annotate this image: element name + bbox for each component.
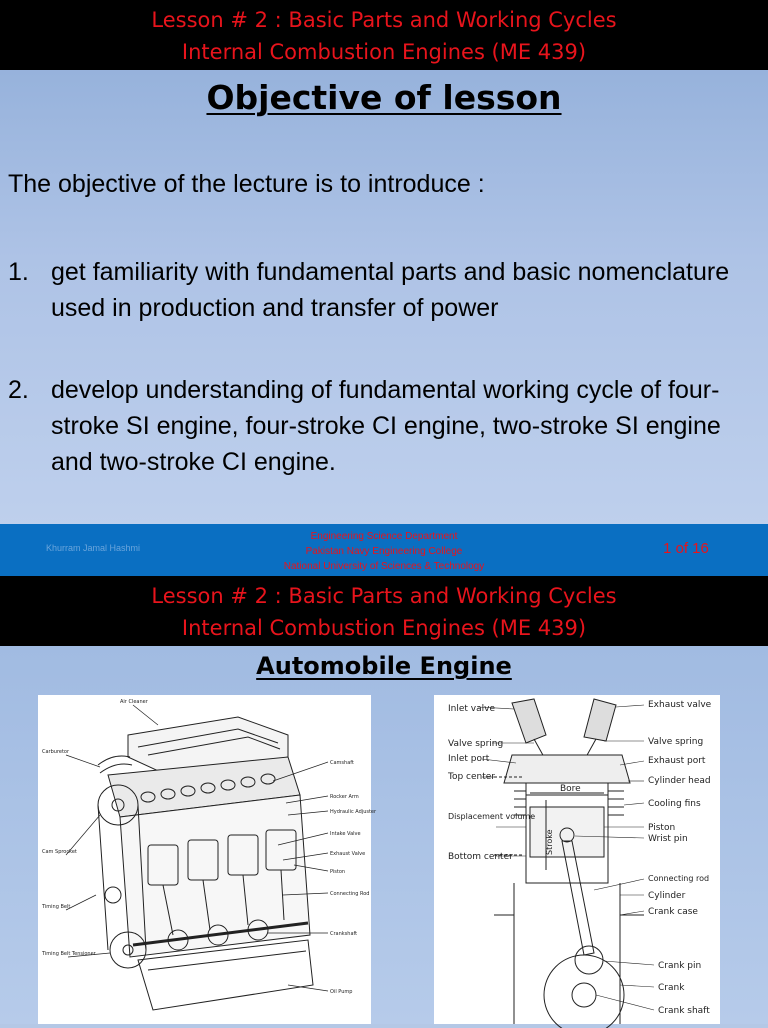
slide-2-header	[0, 576, 768, 646]
label-air-cleaner: Air Cleaner	[120, 699, 148, 705]
label-timing-belt: Timing Belt	[42, 904, 71, 910]
footer-author: Khurram Jamal Hashmi	[46, 543, 141, 553]
label-oil-pump: Oil Pump	[330, 989, 353, 995]
footer-dept: Engineering Science Department	[310, 531, 458, 542]
item-text: develop understanding of fundamental working cycle of four-stroke SI engine, four-stroke CI engine, two-stroke SI engine and two-stroke CI engine.	[51, 376, 721, 476]
label-bore: Bore	[560, 784, 581, 794]
footer-college: Pakistan Navy Engineering College	[305, 546, 463, 557]
engine-cross-section-diagram	[434, 695, 720, 1024]
label-connecting-rod: Connecting rod	[648, 874, 710, 883]
label-cylinder: Cylinder	[648, 891, 686, 901]
engine-cutaway-drawing	[38, 695, 377, 1024]
label-wrist-pin: Wrist pin	[648, 834, 688, 844]
label-stroke: Stroke	[545, 829, 554, 855]
label-bottom-center: Bottom center	[448, 852, 513, 862]
label-top-center: Top center	[448, 772, 496, 782]
slide-2	[0, 576, 768, 1024]
label-exhaust-valve: Exhaust valve	[648, 700, 712, 710]
footer-university: National University of Sciences & Technology	[283, 561, 485, 572]
footer-institution	[250, 529, 518, 574]
label-piston: Piston	[648, 823, 676, 833]
label-timing-belt-tensioner: Timing Belt Tensioner	[42, 951, 96, 957]
label-crankshaft: Crankshaft	[330, 931, 358, 937]
item-number: 2.	[8, 376, 29, 404]
engine-cutaway-illustration	[38, 695, 377, 1024]
label-carburetor: Carburetor	[42, 749, 70, 755]
label-valve-spring-left: Valve spring	[448, 739, 504, 749]
header-line-2: Internal Combustion Engines (ME 439)	[181, 40, 587, 64]
slide-1-title: Objective of lesson	[206, 78, 562, 117]
header-line-1: Lesson # 2 : Basic Parts and Working Cycles	[151, 584, 617, 608]
label-crank-pin: Crank pin	[658, 961, 702, 971]
label-piston: Piston	[330, 869, 346, 875]
label-crank-case: Crank case	[648, 907, 698, 917]
slide-1-header	[0, 0, 768, 70]
page-number: 1 of 16	[663, 540, 709, 557]
label-connecting-rod: Connecting Rod	[330, 891, 370, 897]
header-line-2: Internal Combustion Engines (ME 439)	[181, 616, 587, 640]
label-crank: Crank	[658, 983, 685, 993]
item-text: get familiarity with fundamental parts and basic nomenclature used in production and transfer of power	[51, 258, 730, 322]
label-inlet-valve: Inlet valve	[448, 704, 495, 714]
label-camshaft: Camshaft	[330, 760, 354, 766]
label-cam-sprocket: Cam Sprocket	[42, 849, 77, 855]
label-intake-valve: Intake Valve	[330, 831, 361, 837]
slide-footer	[0, 524, 768, 576]
slide-2-title: Automobile Engine	[256, 652, 512, 680]
label-exhaust-valve: Exhaust Valve	[330, 851, 366, 857]
label-rocker-arm: Rocker Arm	[330, 794, 359, 800]
label-inlet-port: Inlet port	[448, 754, 490, 764]
intro-text: The objective of the lecture is to introduce :	[8, 170, 485, 198]
label-crank-shaft: Crank shaft	[658, 1006, 710, 1016]
label-cooling-fins: Cooling fins	[648, 799, 701, 809]
engine-cross-section-drawing	[434, 695, 720, 1024]
label-exhaust-port: Exhaust port	[648, 756, 706, 766]
label-hydraulic-adjuster: Hydraulic Adjuster	[330, 809, 377, 815]
label-cylinder-head: Cylinder head	[648, 776, 711, 786]
item-number: 1.	[8, 258, 29, 286]
label-valve-spring-right: Valve spring	[648, 737, 704, 747]
header-line-1: Lesson # 2 : Basic Parts and Working Cycles	[151, 8, 617, 32]
label-displacement-volume: Displacement volume	[448, 812, 536, 821]
